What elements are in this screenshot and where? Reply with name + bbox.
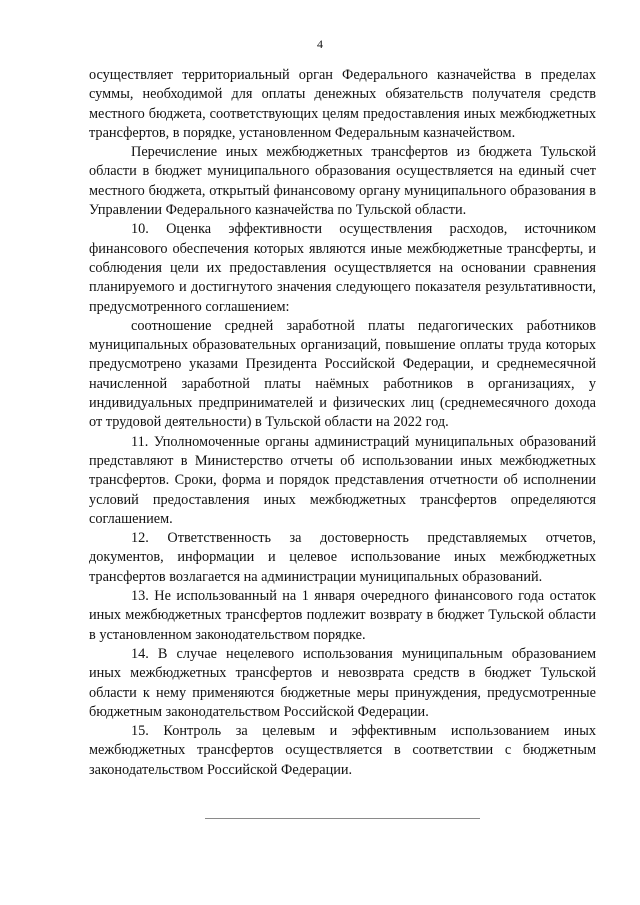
paragraph-transfer-procedure: Перечисление иных межбюджетных трансфертов из бюджета Тульской области в бюджет муниципального образования осуществляется на единый счет местного бюджета, открытый финансовому органу муниципального образования в Управлении Федерального казначейства по Тульской области.: [89, 144, 596, 219]
document-body: [89, 66, 596, 780]
paragraph-continuation: осуществляет территориальный орган Федерального казначейства в пределах суммы, необходимой для оплаты денежных обязательств получателя средств местного бюджета, соответствующих целям предоставления иных межбюджетных трансфертов, в порядке, установленном Федеральным казначейством.: [89, 67, 596, 141]
paragraph-item-10: 10. Оценка эффективности осуществления расходов, источником финансового обеспечения которых являются иные межбюджетные трансферты, и соблюдения цели их предоставления осуществляется на основании сравнения планируемого и достигнутого значения следующего показателя результативности, предусмотренного соглашением:: [89, 221, 596, 315]
paragraph-item-14: 14. В случае нецелевого использования муниципальным образованием иных межбюджетных трансфертов и невозврата средств в бюджет Тульской области к нему применяются бюджетные меры принуждения, предусмотренные бюджетным законодательством Российской Федерации.: [89, 645, 596, 720]
paragraph-item-11: 11. Уполномоченные органы администраций муниципальных образований представляют в Министерство отчеты об использовании иных межбюджетных трансфертов. Сроки, форма и порядок представления отчетности об исполнении условий предоставления иных межбюджетных трансфертов определяются соглашением.: [89, 433, 596, 527]
paragraph-item-13: 13. Не использованный на 1 января очередного финансового года остаток иных межбюджетных трансфертов подлежит возврату в бюджет Тульской области в установленном законодательством порядке.: [89, 588, 596, 643]
closing-divider: [205, 818, 480, 819]
paragraph-item-15: 15. Контроль за целевым и эффективным использованием иных межбюджетных трансфертов осуществляется в соответствии с бюджетным законодательством Российской Федерации.: [89, 723, 596, 778]
page-number: 4: [317, 37, 323, 51]
paragraph-item-12: 12. Ответственность за достоверность представляемых отчетов, документов, информации и целевое использование иных межбюджетных трансфертов возлагается на администрации муниципальных образований.: [89, 530, 596, 585]
paragraph-performance-indicator: соотношение средней заработной платы педагогических работников муниципальных образовательных организаций, повышение оплаты труда которых предусмотрено указами Президента Российской Федерации, и среднемесячной начисленной заработной платы наёмных работников в организациях, у индивидуальных предпринимателей и физических лиц (среднемесячного дохода от трудовой деятельности) в Тульской области на 2022 год.: [89, 317, 596, 431]
